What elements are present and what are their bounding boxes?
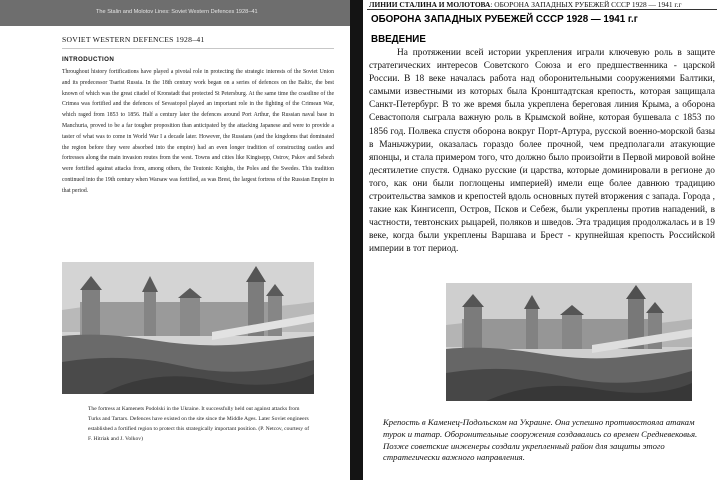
right-photo-caption: Крепость в Каменец-Подольском на Украине. Она успешно противостояла атакам турок и татар. Оборонительные сооружения создавались со времен Средневековья. Позже советские инженеры создали укрепленный район для защиты этого стратегически важного направления. [383, 417, 698, 463]
left-chapter-title: SOVIET WESTERN DEFENCES 1928–41 [62, 35, 205, 44]
right-body-text: На протяжении всей истории укрепления играли ключевую роль в защите стратегических интересов Советского Союза и его предшественника - царской России. В 18 веке началась работа над оборонительными сооружениями Балтики, самыми известными из которых была Кронштадтская крепость, которая защищала Санкт-Петербург. В то же время была укреплена береговая линия Крыма, а оборона Севастополя сыграла важную роль в Крымской войне, которая бушевала с 1853 по 1856 год. Полвека спустя оборона вокруг Порт-Артура, русской военно-морской базы в Маньчжурии, оказалась гораздо более прочной, чем предполагали атакующие японцы, и стала примером того, что должно было произойти в Первой мировой войне десятилетие спустя. Однако русские (и царства, которые доминировали в регионе до того, как они были поглощены империей) имели еще более давнюю традицию строительства замков и крепостей вдоль основных путей вторжения с запада. Города , такие как Кингисепп, Остров, Псков и Себеж, были укреплены против нападений, в частности, тевтонских рыцарей, поляков и шведов. Эта традиция продолжалась и в 19 веке, когда были укреплены Варшава и Брест - крупнейшая крепость Российской империи в тот период. [369, 48, 715, 255]
left-fortress-photo [62, 262, 314, 394]
left-photo-caption: The fortress at Kamenets Podolski in the Ukraine. It successfully held out against attacks from Turks and Tartars. Defences have existed on the site since the Middle Ages. Later Soviet engineers established a fortified region to protect this strategically important position. (P. Netcov, courtesy of F. Hitriak and J. Volkov) [88, 406, 310, 442]
right-header-rule [367, 9, 717, 10]
right-running-header-bold: ЛИНИИ СТАЛИНА И МОЛОТОВА [369, 0, 491, 9]
right-chapter-title: ОБОРОНА ЗАПАДНЫХ РУБЕЖЕЙ СССР 1928 — 1941 г.г [371, 14, 638, 25]
left-title-rule [62, 48, 334, 49]
left-section-heading: INTRODUCTION [62, 56, 115, 63]
left-page [0, 0, 350, 480]
right-page [363, 0, 720, 480]
right-fortress-photo [446, 283, 692, 401]
right-section-heading: ВВЕДЕНИЕ [371, 34, 426, 45]
left-running-header: The Stalin and Molotov Lines: Soviet Western Defences 1928–41 [96, 9, 258, 15]
left-body-text: Throughout history fortifications have played a pivotal role in protecting the strategic interests of the Soviet Union and its predecessor Tsarist Russia. In the 18th century work began on a series of defences on the Baltic, the best known of which was the great citadel of Kronstadt that protected St Petersburg. At the same time the coastline of the Crimea was fortified and the defences of Sevastopol played an important role in the fighting of the Crimean War, which raged from 1853 to 1856. Half a century later the defences around Port Arthur, the Russian naval base in Manchuria, proved to be a far tougher proposition than anticipated by the attacking Japanese and were to provide a taster of what was to come in World War I a decade later. However, the Russians (and the kingdoms that dominated the region before they were absorbed into the empire) had an even longer tradition of constructing castles and fortresses along the main invasion routes from the west. Towns and cities like Kingisepp, Ostrov, Pskov and Sebezh were fortified against attacks from, among others, the Teutonic Knights, the Poles and the Swedes. This tradition continued into the 19th century when Warsaw was fortified, as was Brest, the largest fortress of the Russian Empire in that period. [62, 69, 334, 194]
left-running-header-bar [0, 0, 350, 26]
page-divider [350, 0, 363, 480]
right-running-header-rest: : ОБОРОНА ЗАПАДНЫХ РУБЕЖЕЙ СССР 1928 — 1941 г.г [490, 0, 682, 9]
right-running-header [369, 0, 681, 9]
